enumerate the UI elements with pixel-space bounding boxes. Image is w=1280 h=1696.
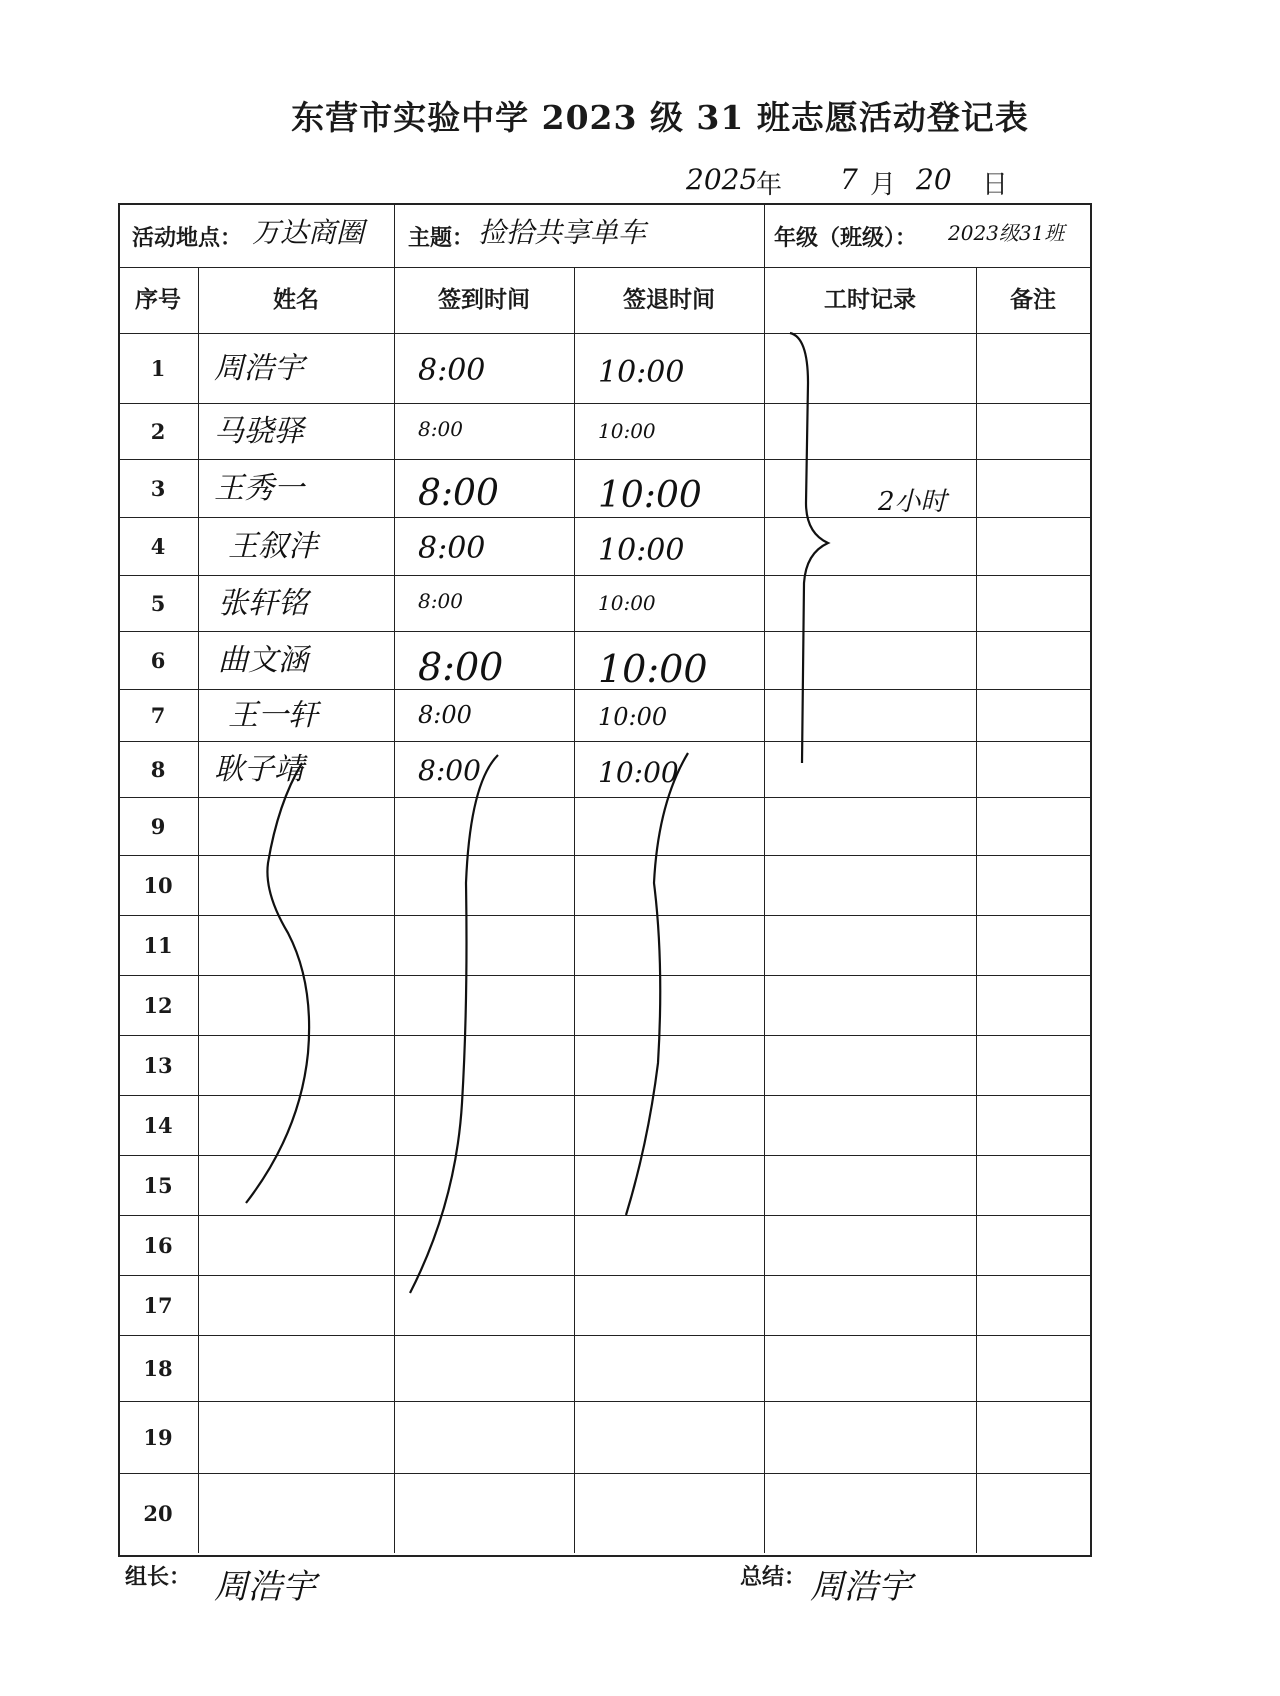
- sign-in-time: 8:00: [418, 473, 499, 514]
- row-number: 8: [150, 757, 166, 782]
- header-remarks: 备注: [1010, 287, 1056, 313]
- sign-out-time: 10:00: [598, 475, 702, 516]
- summary-label: 总结：: [740, 1565, 807, 1590]
- year-value: 2025: [686, 163, 758, 196]
- sign-out-time: 10:00: [598, 355, 685, 390]
- sign-out-time: 10:00: [598, 419, 656, 443]
- volunteer-name: 曲文涵: [218, 643, 308, 678]
- row-number: 17: [143, 1293, 173, 1318]
- volunteer-name: 王一轩: [228, 698, 318, 733]
- table-row: [118, 855, 1090, 915]
- month-value: 7: [840, 163, 858, 196]
- header-sign-in: 签到时间: [438, 287, 530, 313]
- sign-in-time: 8:00: [418, 754, 481, 787]
- row-number: 16: [143, 1233, 173, 1258]
- sign-out-time: 10:00: [598, 647, 708, 691]
- row-number: 11: [143, 933, 173, 958]
- table-row: [118, 1401, 1090, 1473]
- sign-in-time: 8:00: [418, 645, 504, 689]
- table-row: [118, 631, 1090, 689]
- month-label: 月: [870, 170, 897, 200]
- sign-out-time: 10:00: [598, 591, 656, 615]
- sign-in-time: 8:00: [418, 589, 463, 613]
- row-number: 12: [143, 993, 173, 1018]
- location-label: 活动地点：: [132, 226, 243, 251]
- row-number: 7: [150, 703, 166, 728]
- row-number: 19: [143, 1425, 173, 1450]
- row-number: 18: [143, 1356, 173, 1381]
- volunteer-name: 耿子靖: [214, 752, 304, 787]
- row-number: 20: [143, 1501, 173, 1526]
- row-number: 1: [150, 356, 166, 381]
- leader-label: 组长：: [125, 1565, 192, 1590]
- theme-value: 捡拾共享单车: [478, 216, 647, 249]
- work-hours-value: 2小时: [878, 487, 947, 517]
- table-row: [118, 975, 1090, 1035]
- day-value: 20: [916, 163, 952, 196]
- row-number: 4: [150, 534, 166, 559]
- header-name: 姓名: [273, 287, 319, 313]
- row-number: 14: [143, 1113, 173, 1138]
- sign-out-time: 10:00: [598, 703, 668, 731]
- table-row: [118, 1335, 1090, 1401]
- sign-out-time: 10:00: [598, 533, 685, 568]
- table-row: [118, 403, 1090, 459]
- theme-label: 主题：: [408, 226, 475, 251]
- register-table: [118, 203, 1090, 1555]
- sign-out-time: 10:00: [598, 756, 679, 789]
- form-title: 东营市实验中学 2023 级 31 班志愿活动登记表: [291, 98, 1029, 137]
- table-row: [118, 1155, 1090, 1215]
- row-number: 9: [150, 814, 166, 839]
- header-sign-out: 签退时间: [623, 287, 715, 313]
- header-no: 序号: [135, 287, 181, 313]
- volunteer-name: 马骁驿: [214, 414, 304, 449]
- table-row: [118, 1215, 1090, 1275]
- volunteer-name: 张轩铭: [218, 586, 308, 621]
- grade-value: 2023级31班: [948, 221, 1065, 245]
- row-number: 2: [150, 419, 166, 444]
- table-row: [118, 333, 1090, 403]
- row-number: 13: [143, 1053, 173, 1078]
- header-work-hours: 工时记录: [824, 287, 916, 313]
- table-row: [118, 575, 1090, 631]
- row-number: 3: [150, 476, 166, 501]
- row-number: 5: [150, 591, 166, 616]
- table-row: [118, 915, 1090, 975]
- table-row: [118, 1473, 1090, 1553]
- row-number: 6: [150, 648, 166, 673]
- year-label: 年: [756, 170, 783, 200]
- table-row: [118, 517, 1090, 575]
- row-number: 15: [143, 1173, 173, 1198]
- table-row: [118, 689, 1090, 741]
- sign-in-time: 8:00: [418, 701, 472, 729]
- volunteer-name: 周浩宇: [214, 351, 304, 386]
- table-row: [118, 1275, 1090, 1335]
- day-label: 日: [982, 170, 1009, 200]
- location-value: 万达商圈: [252, 216, 365, 249]
- table-row: [118, 1095, 1090, 1155]
- table-row: [118, 741, 1090, 797]
- grade-label: 年级（班级）：: [774, 226, 918, 251]
- row-number: 10: [143, 873, 173, 898]
- volunteer-name: 王叙沣: [228, 529, 318, 564]
- sign-in-time: 8:00: [418, 417, 463, 441]
- leader-signature: 周浩宇: [214, 1567, 316, 1607]
- table-row: [118, 797, 1090, 855]
- sign-in-time: 8:00: [418, 353, 486, 388]
- summary-signature: 周浩宇: [810, 1567, 912, 1607]
- date-line: [0, 160, 1280, 200]
- sign-in-time: 8:00: [418, 531, 486, 566]
- table-row: [118, 1035, 1090, 1095]
- volunteer-name: 王秀一: [214, 471, 304, 506]
